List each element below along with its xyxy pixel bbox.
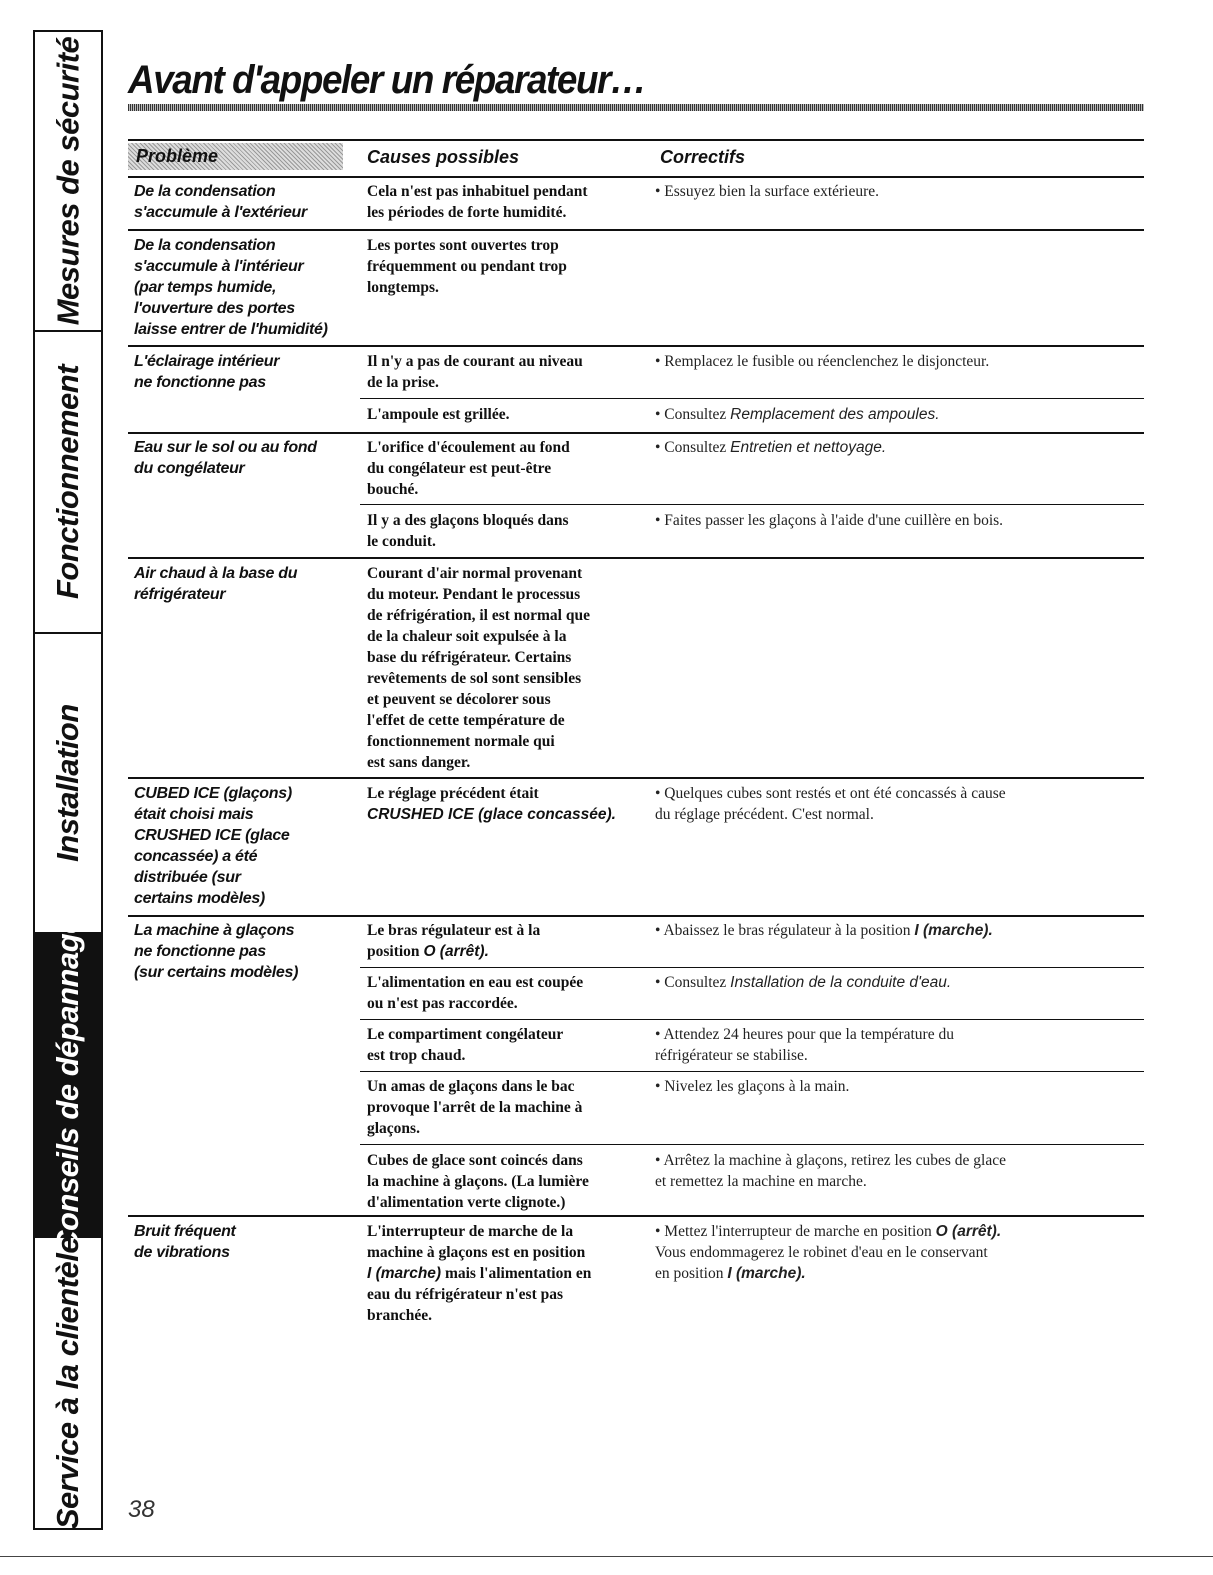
fix-cell: • Nivelez les glaçons à la main.: [655, 1078, 850, 1095]
fix-cell: [655, 1221, 1135, 1284]
tab-installation[interactable]: [35, 634, 101, 934]
sub-row-divider: [360, 1019, 1144, 1020]
sub-row-divider: [360, 967, 1144, 968]
cause-cell: L'orifice d'écoulement au fond du congélateur est peut-être bouché.: [367, 439, 570, 498]
fix-reference: I (marche).: [914, 922, 993, 939]
row-divider: [128, 1215, 1144, 1217]
cause-reference: O (arrêt).: [423, 943, 489, 960]
cause-text: Le bras régulateur est à la position: [367, 922, 541, 960]
row-divider: [128, 915, 1144, 917]
fix-cell: • Arrêtez la machine à glaçons, retirez les cubes de glace et remettez la machine en marche.: [655, 1152, 1006, 1190]
fix-cell: [655, 404, 1135, 425]
cause-cell: Cubes de glace sont coincés dans la machine à glaçons. (La lumière d'alimentation verte clignote.): [367, 1152, 589, 1211]
problem-cell: La machine à glaçons ne fonctionne pas (sur certains modèles): [134, 922, 299, 981]
row-divider: [128, 777, 1144, 779]
tab-fonctionnement[interactable]: [35, 332, 101, 634]
fix-reference: Entretien et nettoyage.: [730, 439, 887, 456]
fix-text: • Abaissez le bras régulateur à la position: [655, 922, 915, 939]
cause-reference: CRUSHED ICE (glace concassée).: [367, 806, 616, 823]
sub-row-divider: [360, 1144, 1144, 1145]
cause-cell: Le compartiment congélateur est trop chaud.: [367, 1026, 564, 1064]
problem-cell: Bruit fréquent de vibrations: [134, 1223, 236, 1261]
fix-text: Vous endommagerez le robinet d'eau en le conservant en position: [655, 1244, 988, 1282]
row-divider: [128, 432, 1144, 434]
fix-text: • Consultez: [655, 974, 731, 991]
tab-label: Fonctionnement: [50, 364, 86, 600]
fix-cell: • Quelques cubes sont restés et ont été concassés à cause du réglage précédent. C'est normal.: [655, 785, 1006, 823]
row-divider: [128, 345, 1144, 347]
header-bottom-rule: [128, 176, 1144, 178]
fix-reference: Remplacement des ampoules.: [730, 406, 940, 423]
tab-label: Mesures de sécurité: [50, 36, 85, 326]
fix-reference: O (arrêt).: [935, 1223, 1002, 1240]
sub-row-divider: [360, 398, 1144, 399]
problem-cell: De la condensation s'accumule à l'intérieur (par temps humide, l'ouverture des portes laisse entrer de l'humidité): [134, 237, 328, 338]
fix-text: • Consultez: [655, 406, 731, 423]
fix-cell: • Attendez 24 heures pour que la température du réfrigérateur se stabilise.: [655, 1026, 954, 1064]
page-title: Avant d'appeler un réparateur…: [128, 58, 646, 102]
fix-reference: I (marche).: [727, 1265, 806, 1282]
title-divider: [128, 104, 1144, 111]
cause-cell: Un amas de glaçons dans le bac provoque l'arrêt de la machine à glaçons.: [367, 1078, 583, 1137]
problem-cell: Eau sur le sol ou au fond du congélateur: [134, 439, 317, 477]
tab-service-a-la-clientele[interactable]: [35, 1238, 101, 1528]
problem-cell: CUBED ICE (glaçons) était choisi mais CRUSHED ICE (glace concassée) a été distribuée (sur certains modèles): [134, 785, 292, 907]
tab-conseils-de-depannage[interactable]: [35, 917, 101, 1253]
cause-cell: Il y a des glaçons bloqués dans le conduit.: [367, 512, 569, 550]
fix-cell: [655, 920, 1135, 941]
cause-cell: Courant d'air normal provenant du moteur. Pendant le processus de réfrigération, il est normal que de la chaleur soit expulsée à la base du réfrigérateur. Certains revêtements de sol sont sensibles et peuvent se décolorer sous l'effet de cette température de fonctionnement normale qui est sans danger.: [367, 565, 590, 771]
tab-label: Installation: [50, 704, 86, 862]
sidebar-tabs: [33, 30, 103, 1530]
problem-cell: Air chaud à la base du réfrigérateur: [134, 565, 298, 603]
page-number: 38: [128, 1496, 155, 1523]
cause-cell: [367, 1221, 657, 1326]
header-fixes: Correctifs: [660, 147, 746, 167]
fix-text: • Mettez l'interrupteur de marche en position: [655, 1223, 936, 1240]
tab-label: Conseils de dépannage: [50, 917, 86, 1253]
fix-cell: • Essuyez bien la surface extérieure.: [655, 183, 880, 200]
cause-text: mais l'alimentation en eau du réfrigérateur n'est pas branchée.: [367, 1265, 592, 1324]
sub-row-divider: [360, 504, 1144, 505]
cause-text: L'interrupteur de marche de la machine à glaçons est en position: [367, 1223, 586, 1261]
cause-cell: Les portes sont ouvertes trop fréquemment ou pendant trop longtemps.: [367, 237, 567, 296]
fix-cell: • Faites passer les glaçons à l'aide d'une cuillère en bois.: [655, 512, 1004, 529]
tab-label: Service à la clientèle: [50, 1236, 85, 1530]
fix-cell: [655, 437, 1135, 458]
cause-cell: L'alimentation en eau est coupée ou n'est pas raccordée.: [367, 974, 584, 1012]
cause-cell: [367, 783, 657, 825]
cause-reference: I (marche): [367, 1265, 442, 1282]
sub-row-divider: [360, 1071, 1144, 1072]
page-bottom-rule: [0, 1556, 1213, 1557]
header-problem: Problème: [128, 143, 343, 170]
header-top-rule: [128, 139, 1144, 141]
cause-cell: [367, 920, 657, 962]
fix-cell: [655, 972, 1135, 993]
row-divider: [128, 229, 1144, 231]
header-causes: Causes possibles: [367, 147, 520, 167]
cause-text: Le réglage précédent était: [367, 785, 539, 802]
cause-cell: L'ampoule est grillée.: [367, 406, 510, 423]
problem-cell: L'éclairage intérieur ne fonctionne pas: [134, 353, 280, 391]
fix-text: • Consultez: [655, 439, 731, 456]
fix-reference: Installation de la conduite d'eau.: [730, 974, 952, 991]
tab-mesures-de-securite[interactable]: [35, 32, 101, 332]
problem-cell: De la condensation s'accumule à l'extérieur: [134, 183, 307, 221]
cause-cell: Il n'y a pas de courant au niveau de la prise.: [367, 353, 583, 391]
row-divider: [128, 557, 1144, 559]
fix-cell: • Remplacez le fusible ou réenclenchez le disjoncteur.: [655, 353, 990, 370]
cause-cell: Cela n'est pas inhabituel pendant les périodes de forte humidité.: [367, 183, 588, 221]
